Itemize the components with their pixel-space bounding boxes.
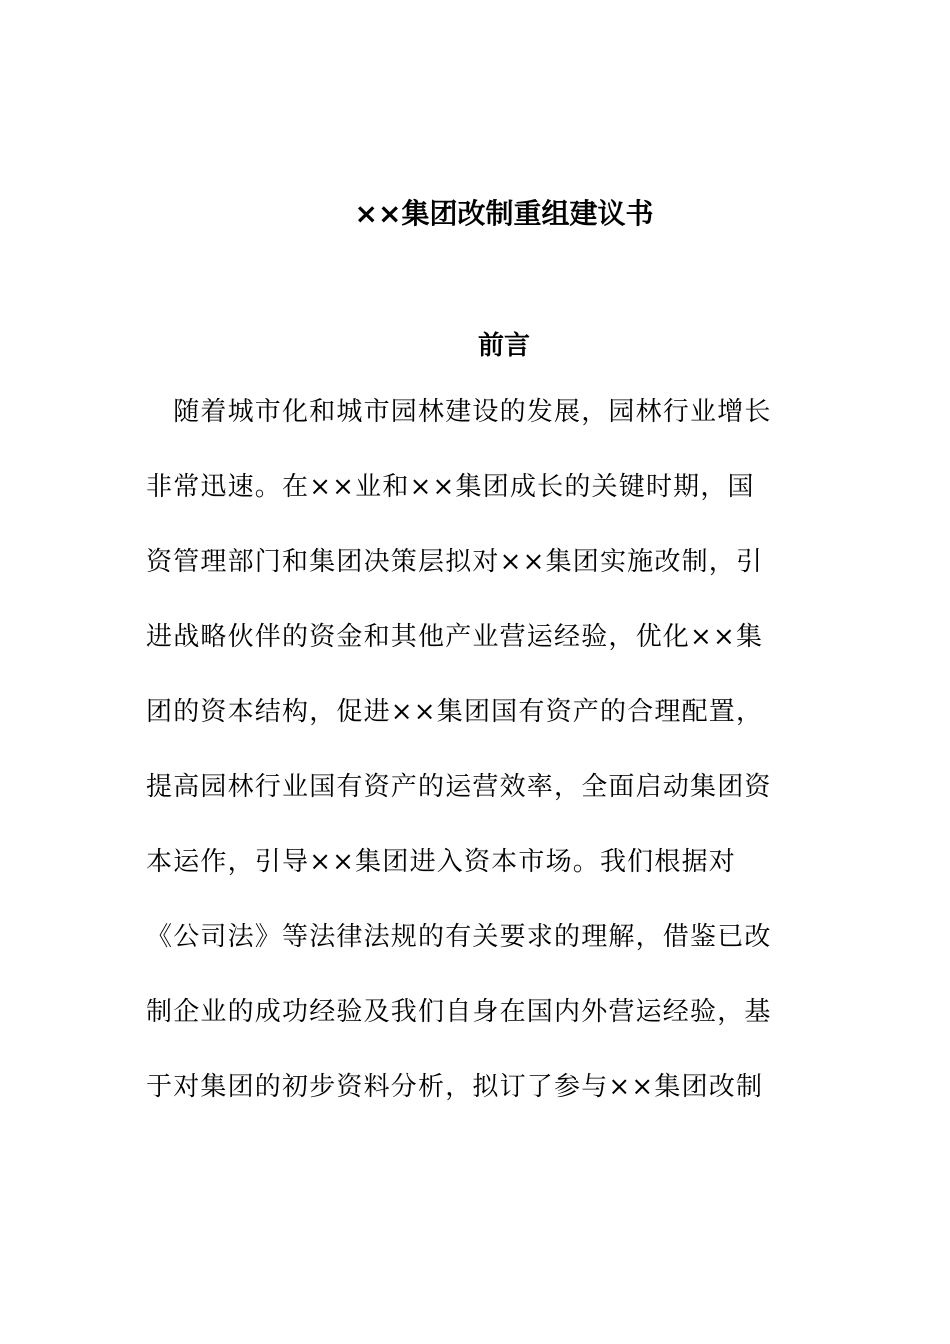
- paragraph-line: 提高园林行业国有资产的运营效率，全面启动集团资: [146, 772, 772, 802]
- paragraph-line: 于对集团的初步资料分析，拟订了参与××集团改制: [146, 1072, 764, 1102]
- paragraph-line: 制企业的成功经验及我们自身在国内外营运经验，基: [146, 997, 772, 1027]
- paragraph-line: 非常迅速。在××业和××集团成长的关键时期，国: [146, 472, 755, 502]
- body-paragraph: [146, 390, 826, 1140]
- section-heading-preface: 前言: [477, 331, 530, 361]
- paragraph-line: 本运作，引导××集团进入资本市场。我们根据对: [146, 847, 736, 877]
- paragraph-line: 随着城市化和城市园林建设的发展，园林行业增长: [146, 397, 772, 427]
- paragraph-line: 团的资本结构，促进××集团国有资产的合理配置，: [146, 697, 764, 727]
- paragraph-line: 《公司法》等法律法规的有关要求的理解，借鉴已改: [146, 922, 772, 952]
- document-title: ××集团改制重组建议书: [354, 197, 654, 230]
- paragraph-line: 资管理部门和集团决策层拟对××集团实施改制，引: [146, 547, 764, 577]
- paragraph-line: 进战略伙伴的资金和其他产业营运经验，优化××集: [146, 622, 764, 652]
